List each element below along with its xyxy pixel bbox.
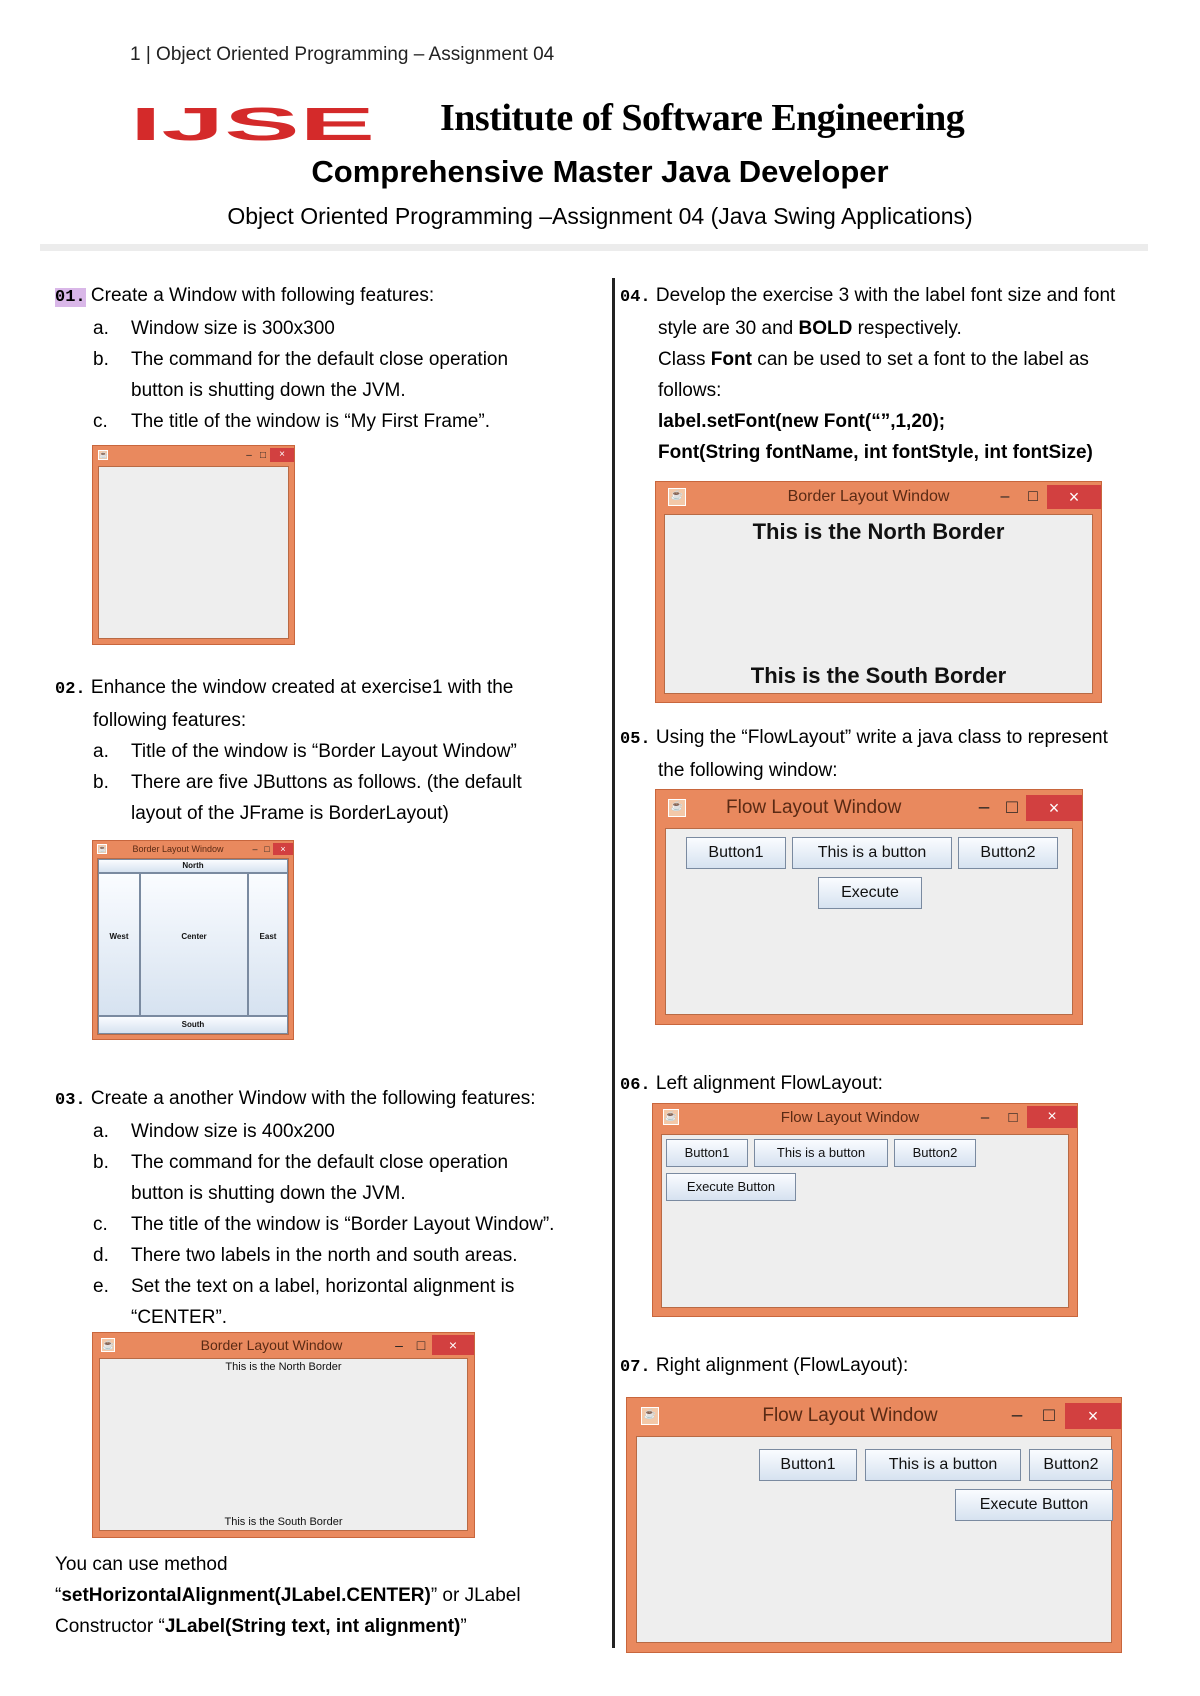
java-icon: ☕ — [668, 799, 686, 817]
course-title: Comprehensive Master Java Developer — [311, 154, 889, 189]
this-is-a-button[interactable]: This is a button — [792, 837, 952, 869]
button1[interactable]: Button1 — [666, 1139, 748, 1167]
window-title: Flow Layout Window — [726, 797, 902, 818]
button2[interactable]: Button2 — [894, 1139, 976, 1167]
close-icon: × — [1027, 1106, 1077, 1128]
close-icon: × — [1026, 795, 1082, 821]
close-icon: × — [432, 1335, 474, 1355]
this-is-a-button[interactable]: This is a button — [754, 1139, 888, 1167]
institute-name: Institute of Software Engineering — [440, 97, 965, 139]
question-number: 06. — [620, 1076, 651, 1095]
close-icon: × — [273, 843, 293, 855]
maximize-icon: □ — [1006, 797, 1018, 818]
maximize-icon: □ — [1028, 488, 1038, 505]
window-my-first-frame — [92, 445, 295, 645]
question-number: 05. — [620, 730, 651, 749]
button2[interactable]: Button2 — [1029, 1449, 1113, 1481]
window-title: Flow Layout Window — [780, 1108, 920, 1126]
east-button[interactable]: East — [248, 873, 288, 1016]
south-button[interactable]: South — [98, 1016, 288, 1034]
java-icon: ☕ — [668, 488, 686, 506]
minimize-icon: – — [980, 1108, 990, 1126]
window-border-layout-labels — [92, 1332, 475, 1538]
question-number: 02. — [55, 680, 86, 699]
center-button[interactable]: Center — [140, 873, 248, 1016]
question-number: 01. — [55, 288, 86, 307]
minimize-icon: – — [395, 1337, 403, 1353]
ijse-logo — [130, 104, 380, 144]
question-text: Create a Window with following features: — [90, 285, 435, 306]
window-border-layout-buttons — [92, 840, 294, 1040]
question-number: 04. — [620, 288, 651, 307]
north-button[interactable]: North — [98, 859, 288, 873]
java-icon: ☕ — [663, 1109, 679, 1125]
minimize-icon: – — [978, 797, 990, 818]
java-icon: ☕ — [641, 1407, 659, 1425]
window-title: Border Layout Window — [787, 488, 950, 505]
south-label: This is the South Border — [750, 663, 1007, 688]
close-icon: × — [1047, 485, 1101, 509]
minimize-icon: – — [252, 844, 258, 854]
method-note: You can use method “setHorizontalAlignment(JLabel.CENTER)” or JLabel Constructor “JLabel(String text, int alignment)” — [55, 1554, 521, 1637]
north-label: This is the North Border — [225, 1361, 342, 1373]
assignment-subtitle: Object Oriented Programming –Assignment 04 (Java Swing Applications) — [227, 203, 973, 229]
java-icon: ☕ — [98, 846, 107, 853]
frame-content — [98, 466, 289, 639]
close-icon: × — [1065, 1403, 1121, 1429]
window-border-layout-bold — [655, 481, 1102, 703]
logo-text: IJSE — [130, 104, 375, 144]
code-font-constructor: Font(String fontName, int fontStyle, int fontSize) — [658, 442, 1093, 463]
question-03: 03. Create a another Window with the following features: a. Window size is 400x200 b. The command for the default close operation button is shutting down the JVM. c. The title of the window is “Border Layout Window”. d. There two labels in the north and south areas. e. Set the text on a label, horizontal alignment is “CENTER”. — [55, 1088, 555, 1328]
question-07: 07. Right alignment (FlowLayout): — [620, 1355, 909, 1377]
south-label: This is the South Border — [224, 1516, 343, 1528]
window-title: Flow Layout Window — [762, 1405, 938, 1426]
question-02: 02. Enhance the window created at exercise1 with the following features: a. Title of the window is “Border Layout Window” b. There are five JButtons as follows. (the default layout of the JFrame is BorderLayout) — [55, 677, 522, 824]
close-icon: × — [270, 448, 294, 462]
java-icon: ☕ — [99, 452, 108, 459]
west-button[interactable]: West — [98, 873, 140, 1016]
maximize-icon: □ — [259, 449, 267, 461]
window-title: Border Layout Window — [200, 1337, 343, 1353]
question-04: 04. Develop the exercise 3 with the label font size and font style are 30 and BOLD respectively. Class Font can be used to set a font to the label as follows: label.setFont(new Font(“”,1,20); Font(String fontName, int fontStyle, int fontSize) — [620, 285, 1116, 463]
minimize-icon: – — [246, 449, 252, 461]
button1[interactable]: Button1 — [686, 837, 786, 869]
execute-button[interactable]: Execute — [818, 877, 922, 909]
question-01: 01. Create a Window with following features: a. Window size is 300x300 b. The command for the default close operation button is shutting down the JVM. c. The title of the window is “My First Frame”. — [55, 285, 509, 432]
question-05: 05. Using the “FlowLayout” write a java class to represent the following window: — [620, 727, 1108, 781]
north-label: This is the North Border — [752, 519, 1005, 544]
window-flow-layout-center — [655, 789, 1083, 1025]
maximize-icon: □ — [264, 844, 270, 854]
execute-button[interactable]: Execute Button — [955, 1489, 1113, 1521]
question-number: 03. — [55, 1091, 86, 1110]
minimize-icon: – — [1011, 1405, 1023, 1426]
page-header: 1 | Object Oriented Programming – Assignment 04 — [130, 44, 555, 65]
column-divider — [612, 278, 615, 1648]
java-icon: ☕ — [102, 1340, 115, 1351]
this-is-a-button[interactable]: This is a button — [865, 1449, 1021, 1481]
maximize-icon: □ — [416, 1337, 426, 1353]
execute-button[interactable]: Execute Button — [666, 1173, 796, 1201]
maximize-icon: □ — [1008, 1108, 1018, 1126]
minimize-icon: – — [1000, 488, 1010, 505]
header-divider — [40, 244, 1148, 251]
window-flow-layout-right — [626, 1397, 1122, 1653]
window-flow-layout-left — [652, 1103, 1078, 1317]
question-number: 07. — [620, 1358, 651, 1377]
window-title: Border Layout Window — [132, 844, 224, 854]
button2[interactable]: Button2 — [958, 837, 1058, 869]
code-setfont: label.setFont(new Font(“”,1,20); — [658, 411, 946, 432]
maximize-icon: □ — [1043, 1405, 1055, 1426]
button1[interactable]: Button1 — [759, 1449, 857, 1481]
question-06: 06. Left alignment FlowLayout: — [620, 1073, 883, 1095]
